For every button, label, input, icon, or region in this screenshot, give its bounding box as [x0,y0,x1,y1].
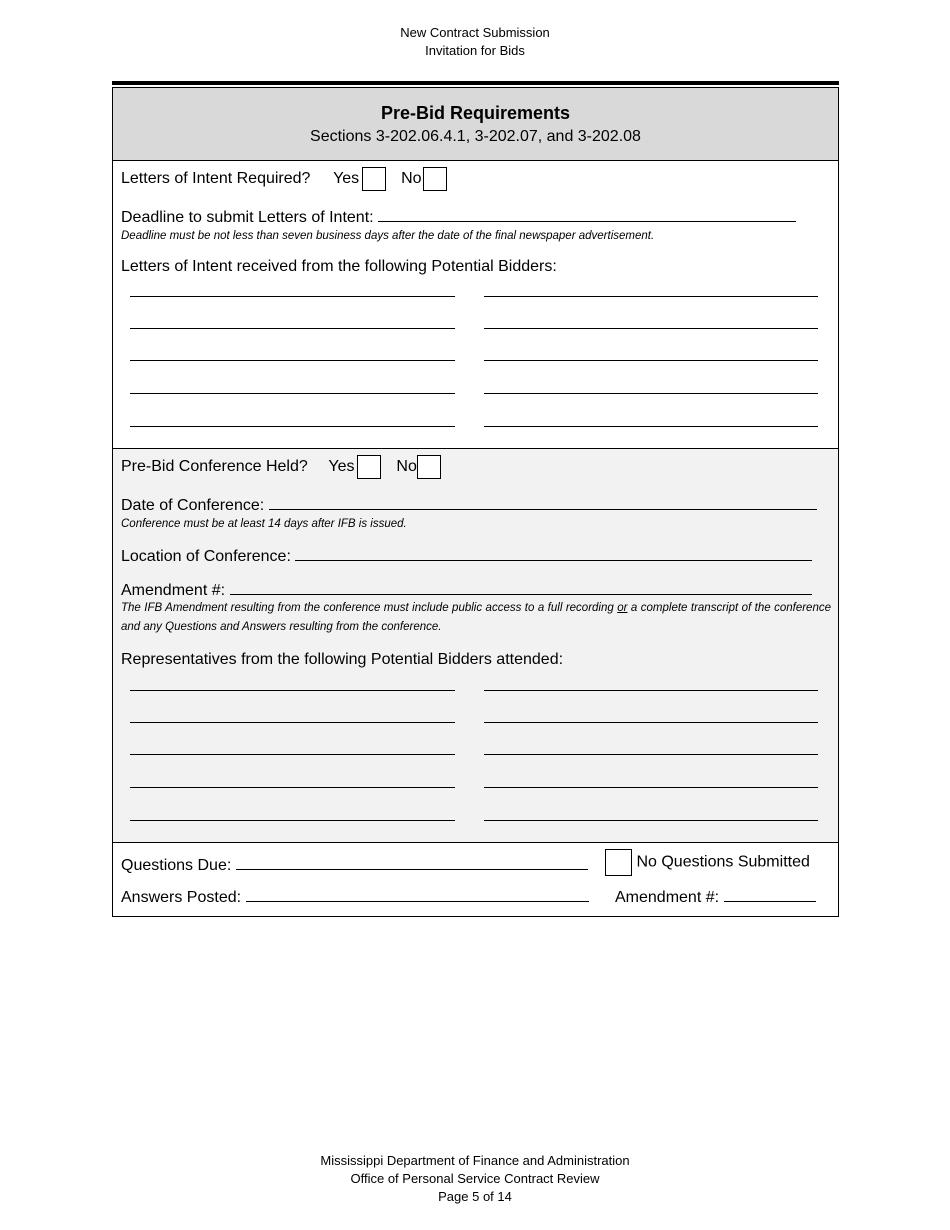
answers-posted-label: Answers Posted: [121,889,242,906]
loi-bidder-line[interactable] [484,295,818,297]
loi-required-row [121,167,447,191]
conf-amendment-field[interactable] [230,578,812,595]
loi-bidder-line[interactable] [130,392,455,394]
conf-held-row [121,455,441,479]
conf-rep-line[interactable] [484,721,818,723]
conf-date-label: Date of Conference: [121,497,265,514]
conf-date-field[interactable] [269,493,817,510]
conf-location-row [121,544,812,566]
questions-due-row [121,853,588,875]
conf-amendment-note [121,599,831,637]
qa-amendment-label: Amendment #: [615,889,720,906]
conf-location-field[interactable] [295,544,812,561]
conf-rep-line[interactable] [130,819,455,821]
form-box [112,87,839,917]
header-rule [112,81,839,85]
loi-bidder-line[interactable] [130,425,455,427]
loi-bidder-line[interactable] [130,359,455,361]
amendment-note-text-a: The IFB Amendment resulting from the conference must include public access to a full recording [121,602,618,614]
amendment-note-text-b: a complete transcript of the conference and any Questions and Answers resulting from the conference. [121,602,831,633]
qa-amendment-row [615,885,816,907]
loi-bidder-line[interactable] [484,327,818,329]
conf-rep-line[interactable] [484,819,818,821]
form-title: Pre-Bid Requirements [380,103,571,123]
loi-deadline-label: Deadline to submit Letters of Intent: [121,209,374,226]
conf-yes-label: Yes [328,458,355,476]
answers-posted-field[interactable] [246,885,589,902]
loi-required-label: Letters of Intent Required? [121,170,311,188]
conf-reps-label: Representatives from the following Potential Bidders attended: [121,651,564,668]
loi-received-label: Letters of Intent received from the following Potential Bidders: [121,258,557,275]
page-header [0,24,950,60]
loi-bidder-line[interactable] [130,327,455,329]
conf-date-row [121,493,817,515]
conference-section [113,449,838,843]
footer-line-1: Mississippi Department of Finance and Administration [320,1153,630,1168]
conf-rep-line[interactable] [484,689,818,691]
conf-rep-line[interactable] [130,753,455,755]
qa-amendment-field[interactable] [724,885,816,902]
questions-due-label: Questions Due: [121,857,232,874]
loi-no-label: No [401,170,422,188]
header-line-2: Invitation for Bids [425,43,525,58]
loi-bidder-line[interactable] [484,359,818,361]
amendment-note-or: or [617,602,628,614]
conf-rep-line[interactable] [484,786,818,788]
header-line-1: New Contract Submission [400,25,550,40]
conf-rep-line[interactable] [130,721,455,723]
letters-of-intent-section [113,161,838,449]
conf-amendment-row [121,578,812,600]
title-section [113,88,838,161]
loi-deadline-row [121,205,796,227]
conf-no-label: No [396,458,417,476]
loi-bidder-line[interactable] [484,392,818,394]
conf-yes-checkbox[interactable] [357,455,381,479]
no-questions-row [605,849,810,876]
form-sections: Sections 3-202.06.4.1, 3-202.07, and 3-202.08 [310,128,641,145]
conf-rep-line[interactable] [130,786,455,788]
loi-deadline-field[interactable] [378,205,796,222]
qa-section [113,843,838,916]
footer-page-number: Page 5 of 14 [438,1189,512,1204]
conf-rep-line[interactable] [484,753,818,755]
loi-yes-label: Yes [333,170,360,188]
loi-deadline-note: Deadline must be not less than seven business days after the date of the final newspaper advertisement. [121,230,655,242]
loi-yes-checkbox[interactable] [362,167,386,191]
loi-bidder-line[interactable] [130,295,455,297]
answers-posted-row [121,885,589,907]
page-footer [0,1152,950,1206]
conf-no-checkbox[interactable] [417,455,441,479]
conf-amendment-label: Amendment #: [121,582,226,599]
conf-date-note: Conference must be at least 14 days after IFB is issued. [121,518,407,530]
conf-rep-line[interactable] [130,689,455,691]
questions-due-field[interactable] [236,853,588,870]
loi-bidder-line[interactable] [484,425,818,427]
loi-no-checkbox[interactable] [423,167,447,191]
footer-line-2: Office of Personal Service Contract Review [350,1171,600,1186]
conf-held-label: Pre-Bid Conference Held? [121,458,308,476]
no-questions-checkbox[interactable] [605,849,632,876]
no-questions-label: No Questions Submitted [636,853,810,871]
conf-location-label: Location of Conference: [121,548,291,565]
